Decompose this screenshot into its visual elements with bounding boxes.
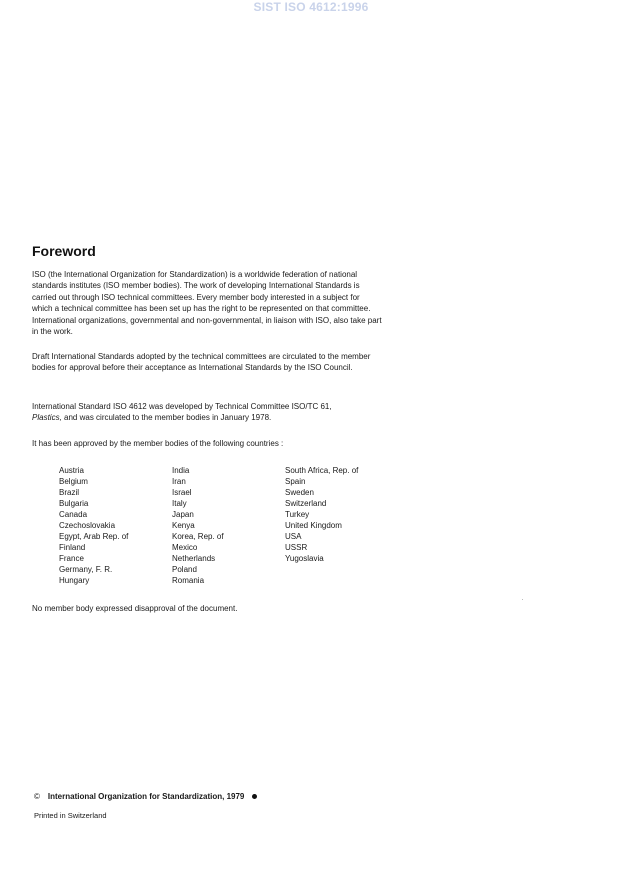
- country-column-3: [285, 465, 395, 586]
- country-name: Belgium: [59, 477, 88, 486]
- foreword-paragraph-4: It has been approved by the member bodies of the following countries :: [32, 439, 284, 448]
- country-column-1: [59, 465, 172, 586]
- country-name: France: [59, 554, 84, 563]
- country-name: Romania: [172, 576, 205, 585]
- country-name: USSR: [285, 543, 308, 552]
- scan-speck: [522, 599, 523, 600]
- country-name: Iran: [172, 477, 186, 486]
- country-name: Canada: [59, 510, 88, 519]
- country-name: Turkey: [285, 510, 310, 519]
- paragraph-3-text-start: International Standard ISO 4612 was developed by Technical Committee ISO/TC 61,: [32, 402, 332, 411]
- copyright-line: [34, 792, 257, 801]
- bullet-dot-icon: [252, 794, 257, 799]
- country-name: Israel: [172, 488, 192, 497]
- country-name: Austria: [59, 466, 84, 475]
- country-name: South Africa, Rep. of: [285, 466, 359, 475]
- country-name: Sweden: [285, 488, 314, 497]
- country-name: Yugoslavia: [285, 554, 324, 563]
- foreword-paragraph-1: ISO (the International Organization for Standardization) is a worldwide federation of national standards institutes (ISO member bodies). The work of developing International Standards is carried out through ISO technical committees. Every member body interested in a subject for which a technical committee has been set up has the right to be represented on that committee. International organizations, governmental and non-governmental, in liaison with ISO, also take part in the work.: [32, 270, 382, 337]
- country-name: Czechoslovakia: [59, 521, 116, 530]
- foreword-paragraph-5: No member body expressed disapproval of the document.: [32, 604, 238, 613]
- country-name: Brazil: [59, 488, 80, 497]
- country-name: Poland: [172, 565, 197, 574]
- country-name: United Kingdom: [285, 521, 342, 530]
- country-name: Germany, F. R.: [59, 565, 113, 574]
- country-name: Italy: [172, 499, 187, 508]
- country-name: Kenya: [172, 521, 195, 530]
- country-name: Mexico: [172, 543, 198, 552]
- country-name: Netherlands: [172, 554, 216, 563]
- country-name: Korea, Rep. of: [172, 532, 224, 541]
- paragraph-3-text-end: and was circulated to the member bodies in January 1978.: [61, 413, 272, 423]
- watermark: SIST ISO 4612:1996: [253, 0, 369, 14]
- copyright-text: International Organization for Standardization, 1979: [47, 792, 245, 801]
- country-name: India: [172, 466, 190, 475]
- country-list: [59, 465, 395, 586]
- country-column-2: [172, 465, 285, 586]
- foreword-paragraph-3: [32, 401, 382, 424]
- country-name: Egypt, Arab Rep. of: [59, 532, 129, 541]
- printed-in-note: Printed in Switzerland: [34, 811, 107, 820]
- country-name: Japan: [172, 510, 194, 519]
- copyright-symbol: ©: [34, 792, 40, 801]
- paragraph-3-committee-name: Plastics,: [32, 413, 62, 423]
- country-name: Bulgaria: [59, 499, 89, 508]
- foreword-paragraph-2: Draft International Standards adopted by the technical committees are circulated to the member bodies for approval before their acceptance as International Standards by the ISO Council.: [32, 352, 371, 373]
- country-name: USA: [285, 532, 302, 541]
- country-name: Spain: [285, 477, 306, 486]
- foreword-heading: Foreword: [32, 243, 96, 259]
- country-name: Hungary: [59, 576, 90, 585]
- country-name: Switzerland: [285, 499, 327, 508]
- country-name: Finland: [59, 543, 86, 552]
